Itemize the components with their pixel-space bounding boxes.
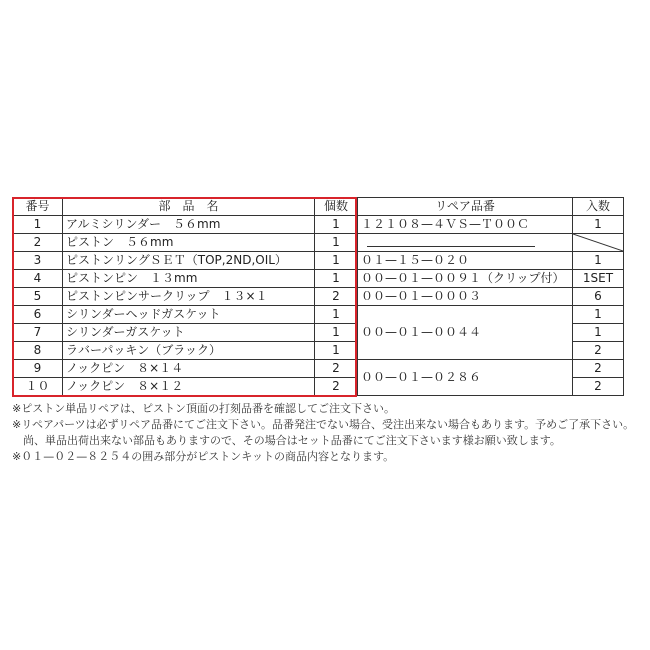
notes-block [12,401,642,465]
row-qty: 1 [315,270,358,288]
row-no: 1 [13,216,63,234]
row-pack-empty [573,234,624,252]
diagonal-slash [573,234,623,251]
row-pack: 6 [573,288,624,306]
header-qty: 個数 [315,198,358,216]
row-pack: 2 [573,378,624,396]
row-qty: 1 [315,252,358,270]
row-qty: 1 [315,324,358,342]
row-name: ラバーパッキン（ブラック） [63,342,315,360]
row-name: シリンダーガスケット [63,324,315,342]
table-header-row [13,198,624,216]
header-repair: リペア品番 [358,198,573,216]
row-repair-empty [358,234,573,252]
note-line: ※０１—０２—８２５４の囲み部分がピストンキットの商品内容となります。 [12,450,395,463]
header-name: 部 品 名 [63,198,315,216]
row-pack: 2 [573,360,624,378]
note-line: 尚、単品出荷出来ない部品もありますので、その場合はセット品番にてご注文下さいます様お願い致します。 [12,434,561,447]
table-row [13,306,624,324]
parts-table [12,197,624,396]
row-pack: 1 [573,216,624,234]
row-no: 4 [13,270,63,288]
table-row [13,252,624,270]
row-pack: 1 [573,306,624,324]
row-pack: 1 [573,252,624,270]
row-repair: ０１—１５—０２０ [358,252,573,270]
row-no: 9 [13,360,63,378]
row-no: 7 [13,324,63,342]
row-name: ピストンピンサークリップ １３×１ [63,288,315,306]
row-no: １０ [13,378,63,396]
row-repair: ００—０１—００９１（クリップ付） [358,270,573,288]
row-no: 6 [13,306,63,324]
row-qty: 2 [315,288,358,306]
header-no: 番号 [13,198,63,216]
row-name: ピストンリングＳＥＴ（TOP,2ND,OIL） [63,252,315,270]
row-qty: 2 [315,360,358,378]
row-repair-merged: ００—０１—００４４ [358,306,573,360]
row-qty: 1 [315,342,358,360]
blank-line [367,238,535,247]
table-row [13,288,624,306]
row-qty: 1 [315,234,358,252]
row-name: ノックピン ８×１２ [63,378,315,396]
row-qty: 1 [315,306,358,324]
row-pack: 1SET [573,270,624,288]
table-row [13,234,624,252]
row-no: 3 [13,252,63,270]
row-repair-merged: ００—０１—０２８６ [358,360,573,396]
table-row [13,360,624,378]
row-pack: 1 [573,324,624,342]
row-name: ノックピン ８×１４ [63,360,315,378]
row-qty: 2 [315,378,358,396]
table-row [13,216,624,234]
row-qty: 1 [315,216,358,234]
row-no: 2 [13,234,63,252]
row-name: シリンダーヘッドガスケット [63,306,315,324]
row-name: ピストンピン １３mm [63,270,315,288]
row-pack: 2 [573,342,624,360]
row-repair: ００—０１—０００３ [358,288,573,306]
table-row [13,270,624,288]
row-repair: １２１０８—４ＶＳ—Ｔ００Ｃ [358,216,573,234]
row-no: 8 [13,342,63,360]
row-no: 5 [13,288,63,306]
note-line: ※ピストン単品リペアは、ピストン頂面の打刻品番を確認してご注文下さい。 [12,402,395,415]
row-name: ピストン ５６mm [63,234,315,252]
row-name: アルミシリンダー ５６mm [63,216,315,234]
header-pack: 入数 [573,198,624,216]
note-line: ※リペアパーツは必ずリペア品番にてご注文下さい。品番発注でない場合、受注出来ない場合もあります。予めご了承下さい。 [12,418,635,431]
